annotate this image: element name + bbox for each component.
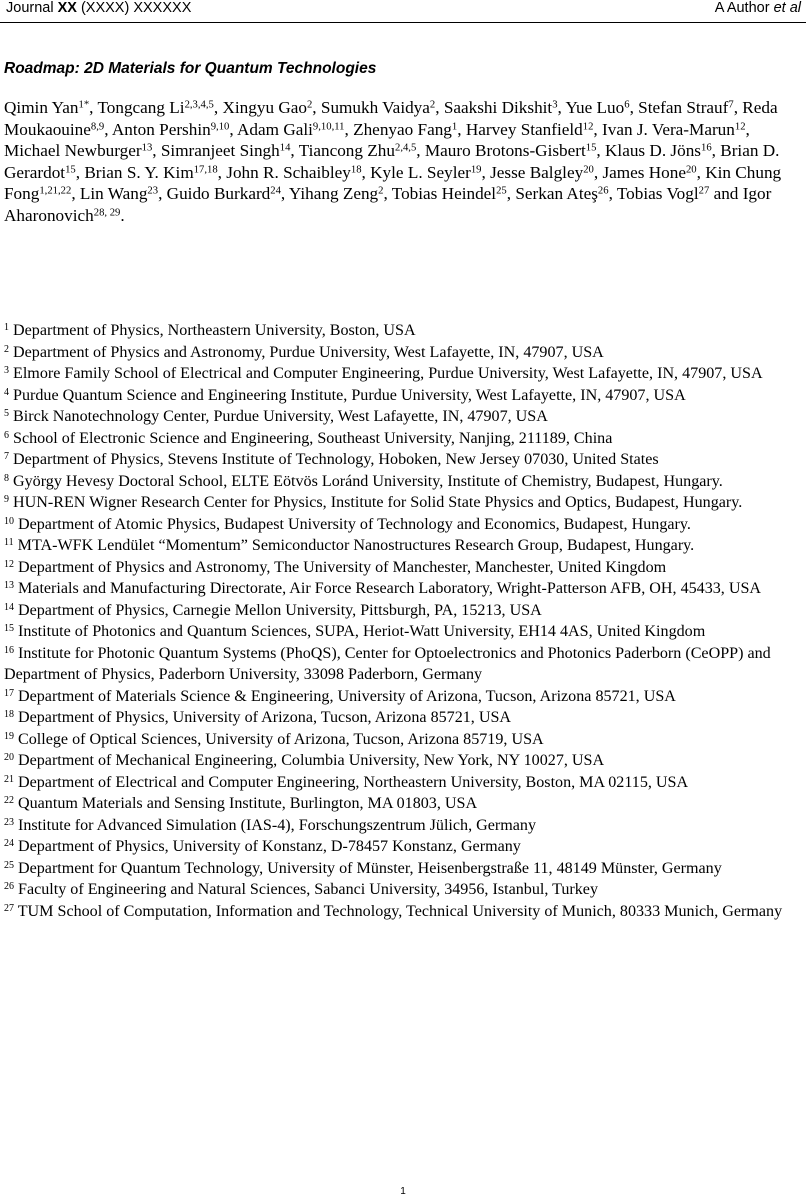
author-name: Reda Moukaouine <box>4 98 778 139</box>
author-separator: , <box>312 98 321 117</box>
author <box>515 184 617 203</box>
author-affiliation-mark: 26 <box>597 186 609 198</box>
affiliation-number: 16 <box>4 644 14 656</box>
author-name: Sumukh Vaidya <box>320 98 430 117</box>
author-separator: , <box>75 162 85 182</box>
author-separator: , <box>593 162 603 182</box>
author-affiliation-mark: 1* <box>78 99 90 111</box>
author-affiliation-mark: 13 <box>141 142 153 154</box>
author-affiliation-mark: 20 <box>583 164 594 176</box>
author-separator: , <box>158 184 167 204</box>
author-separator: , <box>229 119 238 139</box>
author-affiliation-mark: 9,10,11 <box>312 121 345 133</box>
author <box>222 98 320 117</box>
affiliation-item <box>4 385 804 407</box>
affiliation-number: 11 <box>4 537 14 549</box>
author-separator: , <box>696 162 706 182</box>
author-separator: , <box>152 141 161 161</box>
author-name: Lin Wang <box>79 184 148 204</box>
author <box>4 98 97 117</box>
affiliation-text: Department of Physics, Carnegie Mellon University, Pittsburgh, PA, 15213, USA <box>13 601 542 619</box>
affiliation-item <box>4 750 804 772</box>
affiliation-text: HUN-REN Wigner Research Center for Physics, Institute for Solid State Physics and Optics, Budapest, Hungary. <box>8 494 743 511</box>
affiliation-item <box>4 858 804 880</box>
author-separator: , <box>416 141 425 161</box>
author-separator: , <box>104 119 112 139</box>
author <box>321 98 444 117</box>
author <box>226 163 370 182</box>
affiliation-item <box>4 471 804 493</box>
affiliation-text: Department of Physics, University of Konstanz, D-78457 Konstanz, Germany <box>13 838 521 855</box>
author-affiliation-mark: 14 <box>279 142 291 154</box>
affiliation-text: TUM School of Computation, Information and Technology, Technical University of Munich, 80333 Munich, Germany <box>13 902 783 920</box>
journal-volume: XX <box>57 0 77 16</box>
author-separator: , <box>629 98 639 117</box>
affiliation-item <box>4 707 804 729</box>
author <box>425 141 605 160</box>
affiliation-number: 18 <box>4 709 14 721</box>
author-affiliation-mark: 6 <box>624 99 630 111</box>
author-name: Mauro Brotons-Gisbert <box>424 141 586 161</box>
author-affiliation-mark: 15 <box>65 164 76 176</box>
author <box>466 120 602 139</box>
author-separator: , <box>280 184 289 204</box>
author-affiliation-mark: 24 <box>270 186 281 198</box>
author-separator: , <box>506 184 516 204</box>
affiliation-text: Elmore Family School of Electrical and Computer Engineering, Purdue University, West Lafayette, IN, 47907, USA <box>8 365 763 382</box>
affiliation-text: Department of Electrical and Computer Engineering, Northeastern University, Boston, MA 02115, USA <box>13 773 689 791</box>
author <box>237 120 353 139</box>
affiliation-number: 9 <box>4 494 9 506</box>
affiliation-number: 21 <box>4 773 14 785</box>
affiliation-number: 19 <box>4 730 14 742</box>
affiliation-number: 8 <box>4 472 9 484</box>
author <box>84 163 226 182</box>
affiliation-text: Institute of Photonics and Quantum Sciences, SUPA, Heriot-Watt University, EH14 4AS, United Kingdom <box>13 623 706 640</box>
author-separator: , <box>608 184 617 204</box>
affiliation-item <box>4 557 804 579</box>
affiliation-list <box>4 320 804 922</box>
author-separator: . <box>120 205 125 225</box>
author-separator: , <box>213 98 223 117</box>
affiliation-text: Department of Physics, University of Arizona, Tucson, Arizona 85721, USA <box>13 709 512 726</box>
author <box>299 141 425 160</box>
affiliation-number: 3 <box>4 365 9 377</box>
affiliation-number: 26 <box>4 881 14 893</box>
affiliation-item <box>4 406 804 428</box>
author-affiliation-mark: 18 <box>350 164 362 176</box>
author-affiliation-mark: 23 <box>147 186 159 198</box>
author <box>289 184 392 203</box>
affiliation-item <box>4 793 804 815</box>
affiliation-number: 5 <box>4 408 9 420</box>
author-separator: , <box>71 184 80 204</box>
affiliation-number: 12 <box>4 558 14 570</box>
author-name: Kin Chung Fong <box>4 162 782 204</box>
author-affiliation-mark: 1 <box>451 121 458 133</box>
affiliation-item <box>4 428 804 450</box>
author-name: Kyle L. Seyler <box>370 162 471 182</box>
author <box>605 141 720 160</box>
affiliation-text: Department of Materials Science & Engineering, University of Arizona, Tucson, Arizona 85721, USA <box>13 687 676 705</box>
author-name: Qimin Yan <box>4 98 79 117</box>
affiliation-item <box>4 879 804 901</box>
author <box>602 163 705 182</box>
affiliation-item <box>4 535 804 557</box>
affiliation-text: College of Optical Sciences, University of Arizona, Tucson, Arizona 85719, USA <box>13 730 544 748</box>
author <box>444 98 566 117</box>
author <box>4 141 161 160</box>
author-name: Brian S. Y. Kim <box>84 162 194 182</box>
author-affiliation-mark: 3 <box>552 99 558 111</box>
author <box>617 184 743 203</box>
affiliation-item <box>4 729 804 751</box>
affiliation-item <box>4 836 804 858</box>
affiliation-text: Quantum Materials and Sensing Institute, Burlington, MA 01803, USA <box>13 795 478 812</box>
running-author: A Author et al <box>714 0 801 16</box>
affiliation-number: 7 <box>4 451 9 463</box>
author <box>80 184 167 203</box>
affiliation-item <box>4 686 804 708</box>
running-header <box>0 0 806 23</box>
author-name: Stefan Strauf <box>638 98 729 117</box>
author-affiliation-mark: 19 <box>470 164 482 176</box>
author-name: Adam Gali <box>237 119 313 139</box>
author-separator: , <box>217 162 227 182</box>
author <box>353 120 466 139</box>
author-name: Tongcang Li <box>97 98 185 117</box>
author <box>161 141 299 160</box>
author-affiliation-mark: 25 <box>496 186 507 198</box>
author-separator: , <box>557 98 566 117</box>
affiliation-text: School of Electronic Science and Engineering, Southeast University, Nanjing, 211189, China <box>8 429 613 447</box>
affiliation-item <box>4 901 804 923</box>
author-separator: , <box>481 162 491 182</box>
author-separator: , <box>596 141 606 161</box>
author-separator: , <box>290 141 299 161</box>
author-name: Simranjeet Singh <box>160 141 280 161</box>
author <box>602 120 750 139</box>
affiliation-item <box>4 492 804 514</box>
affiliation-number: 10 <box>4 515 14 527</box>
affiliation-text: Department of Physics and Astronomy, Purdue University, West Lafayette, IN, 47907, USA <box>8 343 604 361</box>
author-affiliation-mark: 20 <box>685 164 697 176</box>
affiliation-text: Department for Quantum Technology, University of Münster, Heisenbergstraße 11, 48149 Münster, Germany <box>13 859 722 877</box>
author-affiliation-mark: 1,21,22 <box>39 186 72 198</box>
author-name: John R. Schaibley <box>226 162 351 182</box>
author-name: Brian D. Gerardot <box>4 141 780 182</box>
affiliation-text: Department of Atomic Physics, Budapest University of Technology and Economics, Budapest, Hungary. <box>13 515 691 533</box>
affiliation-number: 13 <box>4 580 14 592</box>
author <box>97 98 222 117</box>
affiliation-item <box>4 578 804 600</box>
author-affiliation-mark: 2 <box>429 99 436 111</box>
author-name: Klaus D. Jöns <box>605 141 701 161</box>
author-affiliation-mark: 2,4,5 <box>394 142 417 154</box>
author-separator: , <box>361 162 371 182</box>
author-name: Igor Aharonovich <box>4 184 772 225</box>
affiliation-item <box>4 600 804 622</box>
author-affiliation-mark: 12 <box>582 121 594 133</box>
author-name: Michael Newburger <box>4 141 142 161</box>
author-separator: , <box>383 184 392 204</box>
author-name: Guido Burkard <box>166 184 271 204</box>
affiliation-number: 24 <box>4 838 14 850</box>
affiliation-item <box>4 621 804 643</box>
author-separator: , <box>435 98 444 117</box>
affiliation-text: Materials and Manufacturing Directorate, Air Force Research Laboratory, Wright-Patterson AFB, OH, 45433, USA <box>13 580 762 597</box>
affiliation-number: 23 <box>4 816 14 828</box>
author <box>638 98 742 117</box>
affiliation-text: Institute for Advanced Simulation (IAS-4), Forschungszentrum Jülich, Germany <box>13 816 537 834</box>
author-affiliation-mark: 17,18 <box>193 164 218 176</box>
affiliation-text: Department of Physics, Northeastern University, Boston, USA <box>8 322 416 339</box>
author-separator: , <box>733 98 743 117</box>
author-separator: , <box>745 119 750 139</box>
author-separator: , <box>593 119 603 139</box>
author-affiliation-mark: 28, 29 <box>93 207 121 219</box>
author-name: Tiancong Zhu <box>298 141 395 161</box>
affiliation-number: 22 <box>4 795 14 807</box>
affiliation-item <box>4 363 804 385</box>
author-name: Ivan J. Vera-Marun <box>602 119 735 139</box>
author-name: Harvey Stanfield <box>465 119 583 139</box>
author-name: James Hone <box>602 162 686 182</box>
author-list <box>4 97 802 227</box>
author-separator: and <box>709 184 743 204</box>
affiliation-text: MTA-WFK Lendület “Momentum” Semiconductor Nanostructures Research Group, Budapest, Hungary. <box>13 537 695 554</box>
author-name: Saakshi Dikshit <box>443 98 553 117</box>
affiliation-text: Faculty of Engineering and Natural Sciences, Sabanci University, 34956, Istanbul, Turkey <box>13 881 598 898</box>
affiliation-number: 25 <box>4 859 14 871</box>
affiliation-item <box>4 643 804 686</box>
affiliation-text: Institute for Photonic Quantum Systems (PhoQS), Center for Optoelectronics and Photonics Paderborn (CeOPP) and Department of Physics, Paderborn University, 33098 Paderborn, Germany <box>4 644 771 683</box>
affiliation-item <box>4 320 804 342</box>
affiliation-number: 15 <box>4 623 14 635</box>
paper-title: Roadmap: 2D Materials for Quantum Technologies <box>4 60 377 77</box>
author-separator: , <box>457 119 466 139</box>
author-separator: , <box>711 141 721 161</box>
author-affiliation-mark: 8,9 <box>90 121 105 133</box>
author <box>392 184 516 203</box>
author-name: Tobias Heindel <box>391 184 497 204</box>
author <box>370 163 490 182</box>
affiliation-number: 4 <box>4 386 9 398</box>
author-affiliation-mark: 2 <box>306 99 313 111</box>
affiliation-text: Department of Physics, Stevens Institute of Technology, Hoboken, New Jersey 07030, United States <box>8 451 659 468</box>
author <box>490 163 602 182</box>
affiliation-text: György Hevesy Doctoral School, ELTE Eötvös Loránd University, Institute of Chemistry, Budapest, Hungary. <box>8 472 723 490</box>
affiliation-item <box>4 815 804 837</box>
author-affiliation-mark: 9,10 <box>210 121 230 133</box>
affiliation-item <box>4 772 804 794</box>
affiliation-number: 14 <box>4 601 14 613</box>
affiliation-number: 27 <box>4 902 14 914</box>
affiliation-number: 20 <box>4 752 14 764</box>
author-name: Yue Luo <box>565 98 625 117</box>
author <box>566 98 639 117</box>
affiliation-text: Department of Mechanical Engineering, Columbia University, New York, NY 10027, USA <box>13 752 605 769</box>
author-affiliation-mark: 27 <box>698 186 710 198</box>
author-separator: , <box>344 119 354 139</box>
author-name: Serkan Ateş <box>515 184 598 204</box>
affiliation-number: 1 <box>4 322 9 334</box>
author-affiliation-mark: 12 <box>734 121 746 133</box>
affiliation-item <box>4 342 804 364</box>
author-affiliation-mark: 7 <box>728 99 734 111</box>
author-affiliation-mark: 2 <box>378 186 384 198</box>
author-name: Xingyu Gao <box>222 98 307 117</box>
author-name: Jesse Balgley <box>490 162 584 182</box>
affiliation-number: 6 <box>4 429 9 441</box>
journal-citation: Journal XX (XXXX) XXXXXX <box>6 0 192 16</box>
affiliation-text: Purdue Quantum Science and Engineering Institute, Purdue University, West Lafayette, IN, 47907, USA <box>8 386 686 404</box>
author-name: Anton Pershin <box>111 119 211 139</box>
author-affiliation-mark: 15 <box>585 142 597 154</box>
affiliation-text: Department of Physics and Astronomy, The University of Manchester, Manchester, United Kingdom <box>13 558 667 576</box>
affiliation-number: 2 <box>4 343 9 355</box>
affiliation-text: Birck Nanotechnology Center, Purdue University, West Lafayette, IN, 47907, USA <box>8 408 548 425</box>
author <box>167 184 289 203</box>
author-separator: , <box>89 98 98 117</box>
affiliation-item <box>4 514 804 536</box>
author-name: Tobias Vogl <box>616 184 699 204</box>
author-name: Yihang Zeng <box>288 184 379 204</box>
author-name: Zhenyao Fang <box>353 119 452 139</box>
affiliation-number: 17 <box>4 687 14 699</box>
page-number: 1 <box>400 1186 406 1197</box>
author-affiliation-mark: 16 <box>700 142 712 154</box>
affiliation-item <box>4 449 804 471</box>
author <box>112 120 237 139</box>
author-affiliation-mark: 2,3,4,5 <box>184 99 214 111</box>
